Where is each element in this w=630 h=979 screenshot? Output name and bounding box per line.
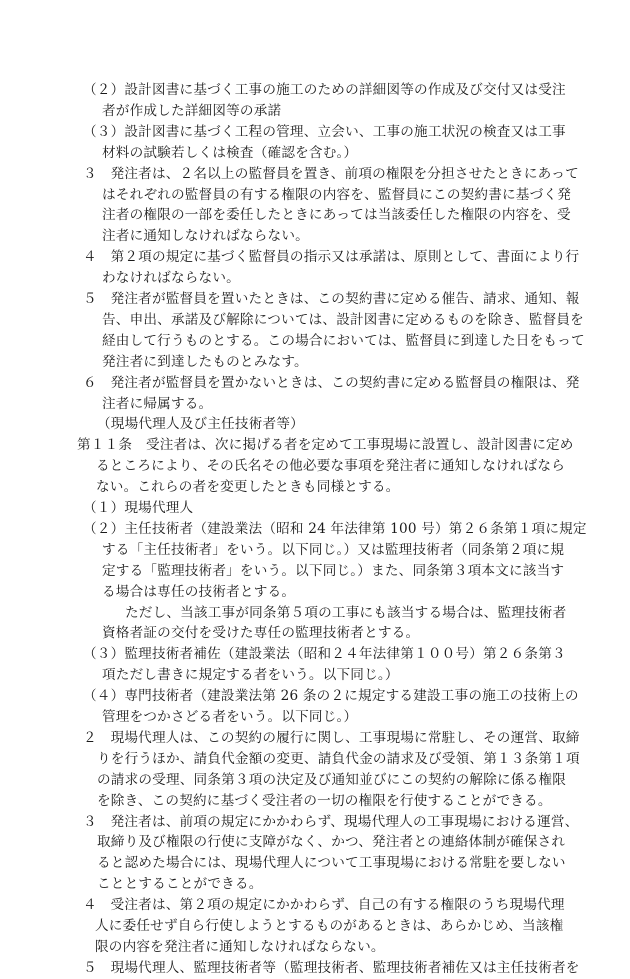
text-line: 資格者証の交付を受けた専任の監理技術者とする。 xyxy=(102,625,420,642)
section-heading xyxy=(97,414,573,435)
article-11-item-3 xyxy=(83,644,566,686)
text-line: ６ 発注者が監督員を置かないときは、この契約書に定める監督員の権限は、発 xyxy=(83,374,580,391)
text-line: ４ 受注者は、第２項の規定にかかわらず、自己の有する権限のうち現場代理 xyxy=(83,897,565,914)
article-11-item-2-proviso xyxy=(83,603,567,645)
paragraph-4 xyxy=(83,247,580,289)
text-line: りを行うほか、請負代金額の変更、請負代金の請求及び受領、第１３条第１項 xyxy=(97,750,580,767)
article-11-paragraph-4 xyxy=(83,895,565,958)
text-line: （４）専門技術者（建設業法第 26 条の２に規定する建設工事の施工の技術上の xyxy=(83,688,579,705)
paragraph-3 xyxy=(83,164,579,248)
paragraph-item-3 xyxy=(83,122,566,164)
article-11-paragraph-3 xyxy=(83,812,579,896)
text-line: 取締り及び権限の行使に支障がなく、かつ、発注者との連絡体制が確保され xyxy=(97,834,566,851)
paragraph-item-2 xyxy=(83,80,566,122)
text-line: （２）主任技術者（建設業法（昭和 24 年法律第 100 号）第２６条第１項に規定 xyxy=(83,520,587,537)
text-line: 者が作成した詳細図等の承諾 xyxy=(102,102,282,119)
text-line: 材料の試験若しくは検査（確認を含む。） xyxy=(102,144,358,161)
text-line: （１）現場代理人 xyxy=(83,500,194,516)
article-11-item-4 xyxy=(83,686,579,728)
text-line: 管理をつかさどる者をいう。以下同じ。） xyxy=(102,709,358,725)
text-line: の請求の受理、同条第３項の決定及び通知並びにこの契約の解除に係る権限 xyxy=(97,771,566,788)
text-line: ３ 発注者は、２名以上の監督員を置き、前項の権限を分担させたときにあって xyxy=(83,165,579,182)
article-11-item-1 xyxy=(83,498,559,519)
paragraph-5 xyxy=(83,289,585,373)
text-line: ３ 発注者は、前項の規定にかかわらず、現場代理人の工事現場における運営、 xyxy=(83,813,579,830)
text-line: （３）設計図書に基づく工程の管理、立会い、工事の施工状況の検査又は工事 xyxy=(83,123,566,140)
text-line: （２）設計図書に基づく工事の施工のための詳細図等の作成及び交付又は受注 xyxy=(83,82,566,98)
text-line: こととすることができる。 xyxy=(97,876,263,893)
article-11-paragraph-5 xyxy=(83,958,580,979)
heading-text: （現場代理人及び主任技術者等） xyxy=(97,416,304,433)
article-11-item-2 xyxy=(83,519,587,603)
text-line: ５ 現場代理人、監理技術者等（監理技術者、監理技術者補佐又は主任技術者を xyxy=(83,959,580,976)
text-line: 人に委任せず自ら行使しようとするものがあるときは、あらかじめ、当該権 xyxy=(95,918,564,934)
text-line: 注者に通知しなければならない。 xyxy=(102,228,309,245)
text-line: する「主任技術者」をいう。以下同じ。）又は監理技術者（同条第２項に規 xyxy=(102,541,565,558)
text-line: 発注者に到達したものとみなす。 xyxy=(102,353,308,370)
text-line: るところにより、その氏名その他必要な事項を発注者に通知しなければなら xyxy=(96,458,565,475)
article-11-paragraph-2 xyxy=(83,728,580,812)
text-line: 告、申出、承諾及び解除については、設計図書に定めるものを除き、監督員を xyxy=(102,311,584,328)
text-line: 注者に帰属する。 xyxy=(102,395,213,412)
text-line: ４ 第２項の規定に基づく監督員の指示又は承諾は、原則として、書面により行 xyxy=(83,249,580,266)
text-line: 項ただし書きに規定する者をいう。以下同じ。） xyxy=(102,667,399,684)
paragraph-6 xyxy=(83,373,580,415)
text-line: わなければならない。 xyxy=(102,270,240,287)
text-line: 注者の権限の一部を委任したときにあっては当該委任した権限の内容を、受 xyxy=(102,207,571,224)
text-line: ない。これらの者を変更したときも同様とする。 xyxy=(96,479,400,496)
text-line: る場合は専任の技術者とする。 xyxy=(102,583,296,600)
text-line: ただし、当該工事が同条第５項の工事にも該当する場合は、監理技術者 xyxy=(125,604,567,621)
text-line: ると認めた場合には、現場代理人について工事現場における常駐を要しない xyxy=(97,855,566,872)
text-line: 定する「監理技術者」をいう。以下同じ。）また、同条第３項本文に該当す xyxy=(102,562,565,579)
text-line: 第１１条 受注者は、次に掲げる者を定めて工事現場に設置し、設計図書に定め xyxy=(77,437,574,454)
text-line: ５ 発注者が監督員を置いたときは、この契約書に定める催告、請求、通知、報 xyxy=(83,291,580,307)
text-line: 限の内容を発注者に通知しなければならない。 xyxy=(95,938,385,955)
text-line: を除き、この契約に基づく受注者の一切の権限を行使することができる。 xyxy=(97,792,552,809)
text-line: 経由して行うものとする。この場合においては、監督員に到達した日をもって xyxy=(102,332,585,349)
article-11 xyxy=(77,435,574,498)
text-line: （３）監理技術者補佐（建設業法（昭和２４年法律第１００号）第２６条第３ xyxy=(83,646,566,663)
text-line: ２ 現場代理人は、この契約の履行に関し、工事現場に常駐し、その運営、取締 xyxy=(83,729,580,746)
text-line: はそれぞれの監督員の有する権限の内容を、監督員にこの契約書に基づく発 xyxy=(102,186,571,203)
